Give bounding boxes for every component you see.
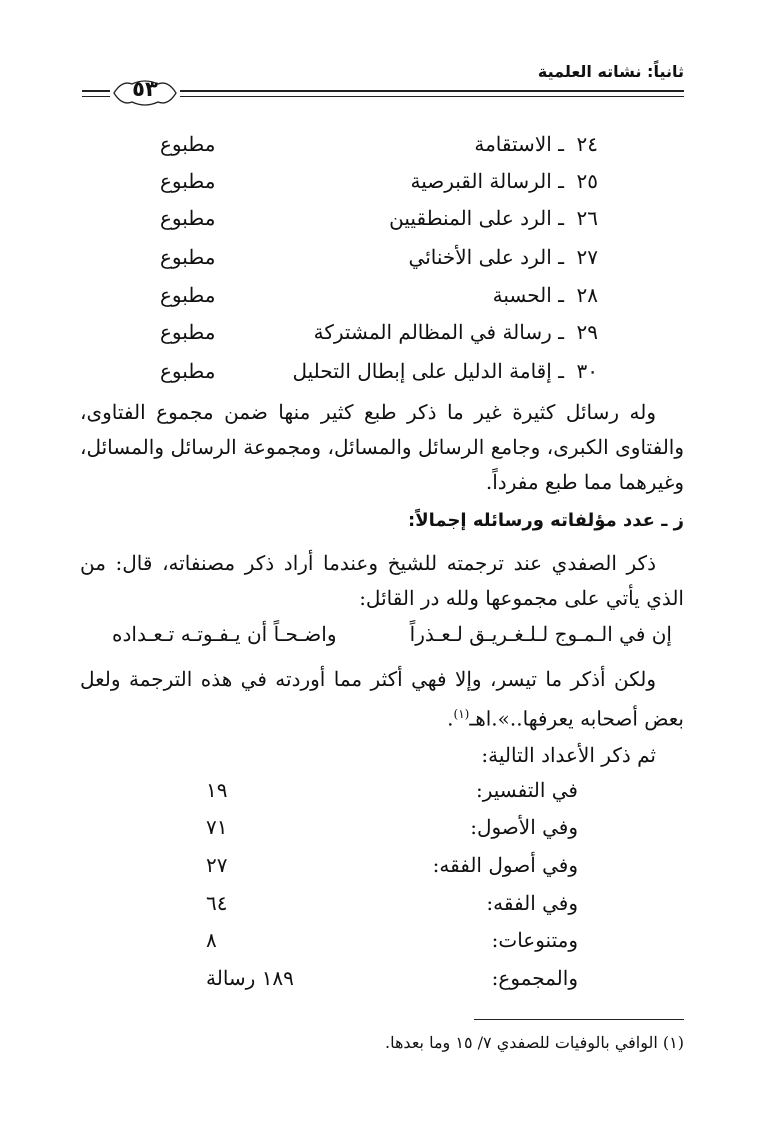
work-status: مطبوع (160, 320, 216, 344)
count-label: وفي الفقه: (486, 891, 578, 915)
page-number: ٥٣ (132, 77, 158, 101)
counts-intro: ثم ذكر الأعداد التالية: (481, 743, 656, 767)
work-status: مطبوع (160, 206, 216, 230)
work-row (80, 132, 684, 166)
count-row (80, 853, 684, 887)
work-row (80, 320, 684, 354)
count-row (80, 966, 684, 1000)
work-title: ـ الرسالة القبرصية (410, 169, 564, 193)
work-status: مطبوع (160, 169, 216, 193)
work-status: مطبوع (160, 245, 216, 269)
extra-works-paragraph: وله رسائل كثيرة غير ما ذكر طبع كثير منها ضمن مجموع الفتاوى، والفتاوى الكبرى، وجامع الرسائل والمسائل، ومجموعة الرسائل والمسائل، وغيرهما مما طبع مفرداً. (80, 400, 684, 494)
count-label: في التفسير: (475, 778, 578, 802)
safadi-continuation-text: ولكن أذكر ما تيسر، وإلا فهي أكثر مما أوردته في هذه الترجمة ولعل بعض أصحابه يعرفها..».اهـ (80, 667, 684, 731)
work-title: ـ الحسبة (492, 283, 564, 307)
header-rule-left (82, 90, 110, 92)
work-title: ـ الرد على الأخنائي (408, 245, 564, 269)
work-row (80, 283, 684, 317)
running-header-title: ثانياً: نشاته العلمية (537, 62, 684, 81)
count-row (80, 891, 684, 925)
work-title: ـ الاستقامة (474, 132, 564, 156)
count-row (80, 928, 684, 962)
safadi-continuation-paragraph: ولكن أذكر ما تيسر، وإلا فهي أكثر مما أوردته في هذه الترجمة ولعل بعض أصحابه يعرفها..».اهـ$^{(١)}$. (80, 667, 684, 731)
count-value: ٧١ (206, 815, 228, 839)
count-row (80, 778, 684, 812)
work-row (80, 245, 684, 279)
count-label: وفي أصول الفقه: (432, 853, 578, 877)
work-status: مطبوع (160, 359, 216, 383)
work-number: ٢٨ (576, 283, 598, 307)
work-number: ٢٧ (576, 245, 598, 269)
footnote-marker: (١) (453, 707, 470, 721)
verse-first-hemistich: إن في الـمـوج لـلـغـريـق لـعـذراً (409, 622, 672, 646)
count-value: ١٨٩ رسالة (206, 966, 294, 990)
work-row (80, 169, 684, 203)
footnote: (١) الوافي بالوفيات للصفدي ٧/ ١٥ وما بعدها. (385, 1033, 684, 1052)
count-value: ٨ (206, 928, 217, 952)
work-number: ٣٠ (576, 359, 598, 383)
count-label: والمجموع: (491, 966, 578, 990)
count-row (80, 815, 684, 849)
count-label: ومتنوعات: (491, 928, 578, 952)
safadi-intro-paragraph: ذكر الصفدي عند ترجمته للشيخ وعندما أراد ذكر مصنفاته، قال: من الذي يأتي على مجموعها ولله در القائل: (80, 551, 684, 610)
verse-second-hemistich: واضـحـاً أن يـفـوتـه تـعـداده (112, 622, 337, 646)
work-status: مطبوع (160, 132, 216, 156)
work-number: ٢٦ (576, 206, 598, 230)
work-number: ٢٩ (576, 320, 598, 344)
work-title: ـ إقامة الدليل على إبطال التحليل (292, 359, 564, 383)
work-status: مطبوع (160, 283, 216, 307)
count-value: ٢٧ (206, 853, 228, 877)
work-row (80, 359, 684, 393)
work-number: ٢٤ (576, 132, 598, 156)
header-rule-thin (180, 96, 684, 97)
work-number: ٢٥ (576, 169, 598, 193)
count-value: ٦٤ (206, 891, 228, 915)
work-title: ـ الرد على المنطقيين (389, 206, 564, 230)
section-heading: ز ـ عدد مؤلفاته ورسائله إجمالاً: (408, 510, 684, 531)
footnote-separator (474, 1019, 684, 1020)
count-value: ١٩ (206, 778, 228, 802)
header-rule (180, 90, 684, 92)
header-rule-left-thin (82, 96, 110, 97)
work-row (80, 206, 684, 240)
count-label: وفي الأصول: (470, 815, 578, 839)
work-title: ـ رسالة في المظالم المشتركة (313, 320, 564, 344)
